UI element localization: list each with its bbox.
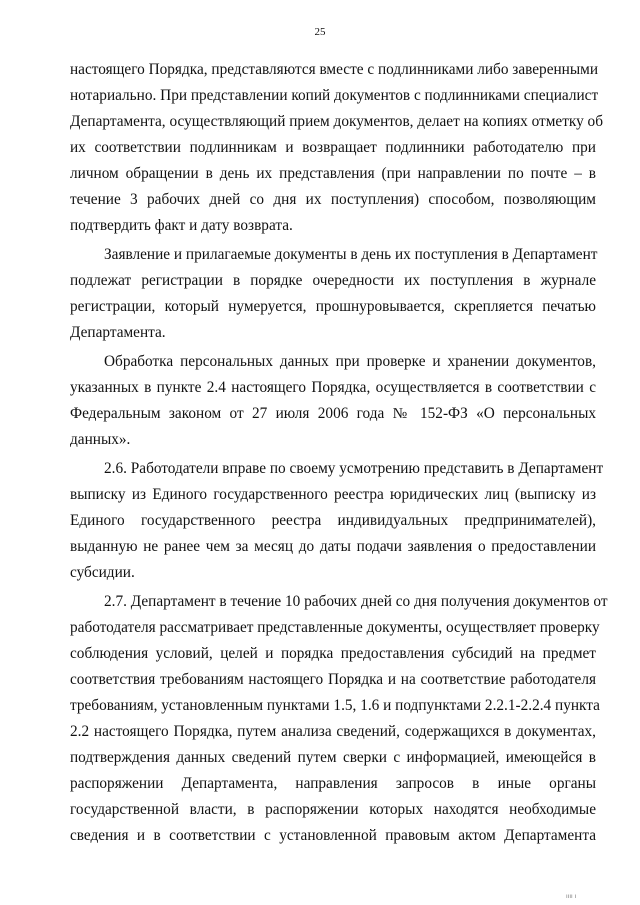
text-line: выданную не ранее чем за месяц до даты подачи заявления о предоставлении xyxy=(70,538,596,555)
text-line: подтверждения данных сведений путем сверки с информацией, имеющейся в xyxy=(70,749,596,766)
document-body xyxy=(70,59,608,851)
paragraph xyxy=(70,351,596,455)
text-line: подтвердить факт и дату возврата. xyxy=(70,217,293,234)
text-line: сведения и в соответствии с установленной правовым актом Департамента xyxy=(70,827,596,844)
text-line: государственной власти, в распоряжении которых находятся необходимые xyxy=(70,801,596,818)
text-line: регистрации, который нумеруется, прошнуровывается, скрепляется печатью xyxy=(70,298,596,315)
page-number: 25 xyxy=(314,26,326,38)
paragraph xyxy=(70,244,596,348)
text-line: распоряжении Департамента, направления запросов в иные органы xyxy=(70,775,596,792)
text-line: личном обращении в день их представления (при направлении по почте – в xyxy=(70,165,596,182)
paragraph xyxy=(70,591,608,851)
text-line: течение 3 рабочих дней со дня их поступления) способом, позволяющим xyxy=(70,191,596,208)
text-line: Департамента. xyxy=(70,324,166,341)
text-line: настоящего Порядка, представляются вместе с подлинниками либо заверенными xyxy=(70,61,599,78)
text-line: Федеральным законом от 27 июля 2006 года № 152-ФЗ «О персональных xyxy=(70,405,596,422)
text-line: 2.7. Департамент в течение 10 рабочих дней со дня получения документов от xyxy=(104,593,608,610)
text-line: данных». xyxy=(70,431,131,448)
text-line: их соответствии подлинникам и возвращает подлинники работодателю при xyxy=(70,139,596,156)
text-line: субсидии. xyxy=(70,564,135,581)
text-line: требованиям, установленным пунктами 1.5, 1.6 и подпунктами 2.2.1-2.2.4 пункта xyxy=(70,697,600,714)
text-line: работодателя рассматривает представленные документы, осуществляет проверку xyxy=(70,619,600,636)
paragraph xyxy=(70,59,603,241)
text-line: подлежат регистрации в порядке очередности их поступления в журнале xyxy=(70,272,596,289)
paragraph xyxy=(70,458,604,588)
footer-mark: ıııı ı xyxy=(566,893,577,900)
text-line: Департамента, осуществляющий прием документов, делает на копиях отметку об xyxy=(70,113,603,130)
text-line: Единого государственного реестра индивидуальных предпринимателей), xyxy=(70,512,596,529)
text-line: Заявление и прилагаемые документы в день их поступления в Департамент xyxy=(104,246,598,263)
text-line: соблюдения условий, целей и порядка предоставления субсидий на предмет xyxy=(70,645,596,662)
text-line: соответствия требованиям настоящего Порядка и на соответствие работодателя xyxy=(70,671,596,688)
text-line: Обработка персональных данных при проверке и хранении документов, xyxy=(104,353,596,370)
text-line: 2.6. Работодатели вправе по своему усмотрению представить в Департамент xyxy=(104,460,604,477)
text-line: 2.2 настоящего Порядка, путем анализа сведений, содержащихся в документах, xyxy=(70,723,596,740)
text-line: выписку из Единого государственного реестра юридических лиц (выписку из xyxy=(70,486,596,503)
text-line: нотариально. При представлении копий документов с подлинниками специалист xyxy=(70,87,599,104)
text-line: указанных в пункте 2.4 настоящего Порядка, осуществляется в соответствии с xyxy=(70,379,596,396)
